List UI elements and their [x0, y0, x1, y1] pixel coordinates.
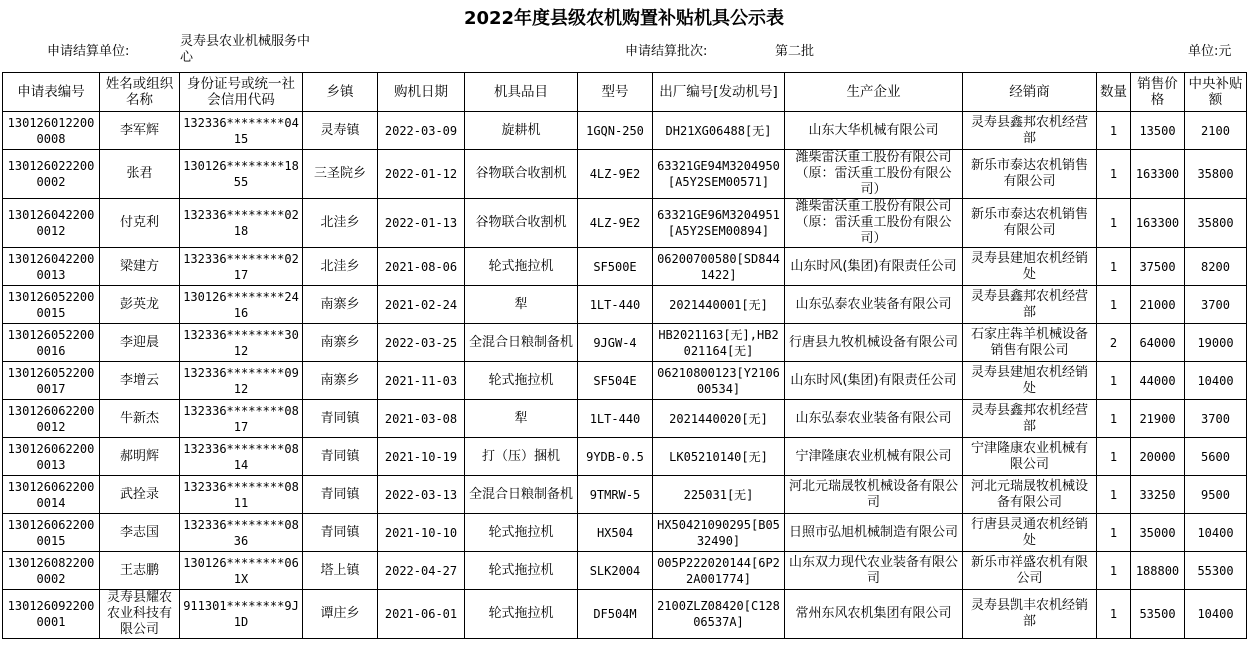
table-row — [3, 590, 1247, 639]
cell-quantity: 1 — [1097, 400, 1131, 438]
cell-id-code: 130126********2416 — [180, 286, 303, 324]
cell-model: 9YDB-0.5 — [578, 438, 653, 476]
cell-quantity: 1 — [1097, 199, 1131, 248]
cell-quantity: 1 — [1097, 476, 1131, 514]
cell-machine-category: 谷物联合收割机 — [465, 199, 578, 248]
settlement-unit-label: 申请结算单位: — [47, 44, 130, 59]
cell-manufacturer: 河北元瑞晟牧机械设备有限公司 — [785, 476, 963, 514]
table-row — [3, 324, 1247, 362]
cell-sale-price: 53500 — [1131, 590, 1185, 639]
cell-serial-no: 2021440020[无] — [653, 400, 785, 438]
col-header-manufacturer: 生产企业 — [785, 73, 963, 112]
cell-quantity: 1 — [1097, 590, 1131, 639]
cell-dealer: 新乐市泰达农机销售有限公司 — [963, 199, 1097, 248]
cell-dealer: 宁津隆康农业机械有限公司 — [963, 438, 1097, 476]
cell-dealer: 灵寿县鑫邦农机经营部 — [963, 286, 1097, 324]
col-header-id-code: 身份证号或统一社会信用代码 — [180, 73, 303, 112]
cell-township: 南寨乡 — [303, 286, 378, 324]
cell-manufacturer: 山东双力现代农业装备有限公司 — [785, 552, 963, 590]
cell-name: 李增云 — [100, 362, 180, 400]
cell-id-code: 132336********0811 — [180, 476, 303, 514]
cell-name: 李迎晨 — [100, 324, 180, 362]
cell-sale-price: 188800 — [1131, 552, 1185, 590]
cell-purchase-date: 2022-03-25 — [378, 324, 465, 362]
table-row — [3, 514, 1247, 552]
col-header-sale-price: 销售价格 — [1131, 73, 1185, 112]
table-row — [3, 362, 1247, 400]
cell-township: 三圣院乡 — [303, 150, 378, 199]
cell-sale-price: 37500 — [1131, 248, 1185, 286]
cell-purchase-date: 2021-03-08 — [378, 400, 465, 438]
cell-sale-price: 21000 — [1131, 286, 1185, 324]
cell-manufacturer: 山东弘泰农业装备有限公司 — [785, 286, 963, 324]
cell-dealer: 灵寿县凯丰农机经销部 — [963, 590, 1097, 639]
cell-serial-no: LK05210140[无] — [653, 438, 785, 476]
cell-central-subsidy: 3700 — [1185, 286, 1247, 324]
col-header-name: 姓名或组织名称 — [100, 73, 180, 112]
cell-manufacturer: 潍柴雷沃重工股份有限公司（原：雷沃重工股份有限公司） — [785, 199, 963, 248]
cell-name: 王志鹏 — [100, 552, 180, 590]
cell-id-code: 130126********061X — [180, 552, 303, 590]
cell-id-code: 130126********1855 — [180, 150, 303, 199]
cell-central-subsidy: 2100 — [1185, 112, 1247, 150]
cell-application-no: 1301260622000013 — [3, 438, 100, 476]
cell-machine-category: 全混合日粮制备机 — [465, 324, 578, 362]
cell-manufacturer: 常州东风农机集团有限公司 — [785, 590, 963, 639]
cell-dealer: 灵寿县建旭农机经销处 — [963, 362, 1097, 400]
settlement-batch-value: 第二批 — [775, 44, 815, 59]
col-header-purchase-date: 购机日期 — [378, 73, 465, 112]
cell-central-subsidy: 55300 — [1185, 552, 1247, 590]
cell-name: 牛新杰 — [100, 400, 180, 438]
cell-purchase-date: 2022-01-12 — [378, 150, 465, 199]
table-row — [3, 150, 1247, 199]
cell-purchase-date: 2021-10-19 — [378, 438, 465, 476]
cell-manufacturer: 山东弘泰农业装备有限公司 — [785, 400, 963, 438]
cell-model: 1LT-440 — [578, 286, 653, 324]
cell-central-subsidy: 8200 — [1185, 248, 1247, 286]
cell-quantity: 1 — [1097, 112, 1131, 150]
cell-model: 1GQN-250 — [578, 112, 653, 150]
cell-township: 南寨乡 — [303, 362, 378, 400]
col-header-quantity: 数量 — [1097, 73, 1131, 112]
cell-township: 青同镇 — [303, 400, 378, 438]
cell-model: 4LZ-9E2 — [578, 199, 653, 248]
cell-dealer: 新乐市祥盛农机有限公司 — [963, 552, 1097, 590]
table-row — [3, 476, 1247, 514]
cell-sale-price: 35000 — [1131, 514, 1185, 552]
cell-name: 梁建方 — [100, 248, 180, 286]
cell-serial-no: 06200700580[SD8441422] — [653, 248, 785, 286]
col-header-serial-no: 出厂编号[发动机号] — [653, 73, 785, 112]
cell-model: 4LZ-9E2 — [578, 150, 653, 199]
cell-township: 南寨乡 — [303, 324, 378, 362]
page-title: 2022年度县级农机购置补贴机具公示表 — [463, 8, 785, 29]
cell-quantity: 1 — [1097, 286, 1131, 324]
cell-name: 李军辉 — [100, 112, 180, 150]
cell-central-subsidy: 3700 — [1185, 400, 1247, 438]
cell-manufacturer: 行唐县九牧机械设备有限公司 — [785, 324, 963, 362]
cell-township: 谭庄乡 — [303, 590, 378, 639]
cell-serial-no: DH21XG06488[无] — [653, 112, 785, 150]
cell-model: SLK2004 — [578, 552, 653, 590]
cell-id-code: 132336********0217 — [180, 248, 303, 286]
cell-sale-price: 33250 — [1131, 476, 1185, 514]
cell-township: 青同镇 — [303, 476, 378, 514]
cell-purchase-date: 2021-02-24 — [378, 286, 465, 324]
cell-manufacturer: 山东大华机械有限公司 — [785, 112, 963, 150]
table-row — [3, 199, 1247, 248]
cell-serial-no: HB2021163[无],HB2021164[无] — [653, 324, 785, 362]
cell-model: 9JGW-4 — [578, 324, 653, 362]
cell-id-code: 132336********0817 — [180, 400, 303, 438]
cell-machine-category: 轮式拖拉机 — [465, 552, 578, 590]
cell-application-no: 1301260522000016 — [3, 324, 100, 362]
cell-quantity: 1 — [1097, 150, 1131, 199]
cell-manufacturer: 潍柴雷沃重工股份有限公司（原：雷沃重工股份有限公司） — [785, 150, 963, 199]
cell-name: 灵寿县耀农农业科技有限公司 — [100, 590, 180, 639]
cell-purchase-date: 2022-03-13 — [378, 476, 465, 514]
cell-machine-category: 犁 — [465, 286, 578, 324]
col-header-model: 型号 — [578, 73, 653, 112]
cell-township: 北洼乡 — [303, 199, 378, 248]
cell-central-subsidy: 5600 — [1185, 438, 1247, 476]
cell-quantity: 1 — [1097, 514, 1131, 552]
cell-township: 灵寿镇 — [303, 112, 378, 150]
cell-dealer: 灵寿县建旭农机经销处 — [963, 248, 1097, 286]
cell-dealer: 行唐县灵通农机经销处 — [963, 514, 1097, 552]
cell-name: 郝明辉 — [100, 438, 180, 476]
cell-central-subsidy: 10400 — [1185, 590, 1247, 639]
table-row — [3, 248, 1247, 286]
cell-machine-category: 轮式拖拉机 — [465, 514, 578, 552]
cell-central-subsidy: 35800 — [1185, 199, 1247, 248]
cell-model: SF504E — [578, 362, 653, 400]
cell-quantity: 2 — [1097, 324, 1131, 362]
cell-purchase-date: 2021-08-06 — [378, 248, 465, 286]
cell-model: 1LT-440 — [578, 400, 653, 438]
cell-id-code: 132336********0836 — [180, 514, 303, 552]
cell-machine-category: 旋耕机 — [465, 112, 578, 150]
cell-quantity: 1 — [1097, 552, 1131, 590]
cell-machine-category: 轮式拖拉机 — [465, 590, 578, 639]
cell-application-no: 1301260622000015 — [3, 514, 100, 552]
table-body — [3, 112, 1247, 639]
cell-purchase-date: 2022-03-09 — [378, 112, 465, 150]
col-header-township: 乡镇 — [303, 73, 378, 112]
settlement-batch-label: 申请结算批次: — [625, 44, 708, 59]
cell-township: 青同镇 — [303, 514, 378, 552]
col-header-machine-category: 机具品目 — [465, 73, 578, 112]
cell-dealer: 灵寿县鑫邦农机经营部 — [963, 400, 1097, 438]
cell-central-subsidy: 10400 — [1185, 514, 1247, 552]
col-header-dealer: 经销商 — [963, 73, 1097, 112]
table-row — [3, 438, 1247, 476]
table-header-row — [3, 73, 1247, 112]
cell-purchase-date: 2021-10-10 — [378, 514, 465, 552]
cell-purchase-date: 2022-01-13 — [378, 199, 465, 248]
cell-township: 塔上镇 — [303, 552, 378, 590]
cell-name: 李志国 — [100, 514, 180, 552]
cell-id-code: 911301********9J1D — [180, 590, 303, 639]
cell-name: 张君 — [100, 150, 180, 199]
cell-manufacturer: 宁津隆康农业机械有限公司 — [785, 438, 963, 476]
cell-central-subsidy: 9500 — [1185, 476, 1247, 514]
cell-name: 武拴录 — [100, 476, 180, 514]
cell-quantity: 1 — [1097, 248, 1131, 286]
cell-machine-category: 轮式拖拉机 — [465, 248, 578, 286]
cell-id-code: 132336********0912 — [180, 362, 303, 400]
cell-township: 北洼乡 — [303, 248, 378, 286]
cell-serial-no: 2021440001[无] — [653, 286, 785, 324]
currency-unit: 单位:元 — [1188, 44, 1232, 59]
cell-machine-category: 打（压）捆机 — [465, 438, 578, 476]
cell-serial-no: 005P222020144[6P22A001774] — [653, 552, 785, 590]
cell-model: SF500E — [578, 248, 653, 286]
cell-serial-no: 225031[无] — [653, 476, 785, 514]
cell-serial-no: 06210800123[Y210600534] — [653, 362, 785, 400]
cell-serial-no: 2100ZLZ08420[C12806537A] — [653, 590, 785, 639]
cell-application-no: 1301260522000017 — [3, 362, 100, 400]
cell-purchase-date: 2022-04-27 — [378, 552, 465, 590]
cell-manufacturer: 山东时风(集团)有限责任公司 — [785, 362, 963, 400]
cell-central-subsidy: 10400 — [1185, 362, 1247, 400]
cell-serial-no: 63321GE96M3204951[A5Y2SEM00894] — [653, 199, 785, 248]
cell-sale-price: 20000 — [1131, 438, 1185, 476]
cell-name: 付克利 — [100, 199, 180, 248]
table-row — [3, 286, 1247, 324]
cell-application-no: 1301260122000008 — [3, 112, 100, 150]
cell-application-no: 1301260622000014 — [3, 476, 100, 514]
col-header-application-no: 申请表编号 — [3, 73, 100, 112]
cell-manufacturer: 山东时风(集团)有限责任公司 — [785, 248, 963, 286]
cell-application-no: 1301260522000015 — [3, 286, 100, 324]
cell-township: 青同镇 — [303, 438, 378, 476]
cell-sale-price: 163300 — [1131, 199, 1185, 248]
cell-id-code: 132336********0218 — [180, 199, 303, 248]
cell-name: 彭英龙 — [100, 286, 180, 324]
col-header-central-subsidy: 中央补贴额 — [1185, 73, 1247, 112]
cell-model: 9TMRW-5 — [578, 476, 653, 514]
settlement-unit-value: 灵寿县农业机械服务中心 — [180, 34, 311, 65]
cell-dealer: 新乐市泰达农机销售有限公司 — [963, 150, 1097, 199]
cell-id-code: 132336********3012 — [180, 324, 303, 362]
cell-dealer: 河北元瑞晟牧机械设备有限公司 — [963, 476, 1097, 514]
table-row — [3, 112, 1247, 150]
cell-purchase-date: 2021-06-01 — [378, 590, 465, 639]
cell-manufacturer: 日照市弘旭机械制造有限公司 — [785, 514, 963, 552]
cell-central-subsidy: 35800 — [1185, 150, 1247, 199]
cell-machine-category: 轮式拖拉机 — [465, 362, 578, 400]
cell-dealer: 石家庄犇羊机械设备销售有限公司 — [963, 324, 1097, 362]
cell-application-no: 1301260222000002 — [3, 150, 100, 199]
cell-dealer: 灵寿县鑫邦农机经营部 — [963, 112, 1097, 150]
table-row — [3, 552, 1247, 590]
cell-id-code: 132336********0415 — [180, 112, 303, 150]
cell-sale-price: 64000 — [1131, 324, 1185, 362]
cell-central-subsidy: 19000 — [1185, 324, 1247, 362]
table-row — [3, 400, 1247, 438]
cell-id-code: 132336********0814 — [180, 438, 303, 476]
cell-model: HX504 — [578, 514, 653, 552]
cell-application-no: 1301260422000012 — [3, 199, 100, 248]
cell-quantity: 1 — [1097, 438, 1131, 476]
cell-machine-category: 谷物联合收割机 — [465, 150, 578, 199]
cell-application-no: 1301260622000012 — [3, 400, 100, 438]
cell-application-no: 1301260922000001 — [3, 590, 100, 639]
cell-quantity: 1 — [1097, 362, 1131, 400]
cell-machine-category: 全混合日粮制备机 — [465, 476, 578, 514]
cell-purchase-date: 2021-11-03 — [378, 362, 465, 400]
cell-sale-price: 21900 — [1131, 400, 1185, 438]
cell-serial-no: 63321GE94M3204950[A5Y2SEM00571] — [653, 150, 785, 199]
cell-application-no: 1301260822000002 — [3, 552, 100, 590]
cell-sale-price: 13500 — [1131, 112, 1185, 150]
cell-sale-price: 44000 — [1131, 362, 1185, 400]
cell-application-no: 1301260422000013 — [3, 248, 100, 286]
cell-machine-category: 犁 — [465, 400, 578, 438]
cell-model: DF504M — [578, 590, 653, 639]
subsidy-table — [2, 72, 1247, 639]
cell-serial-no: HX50421090295[B0532490] — [653, 514, 785, 552]
cell-sale-price: 163300 — [1131, 150, 1185, 199]
